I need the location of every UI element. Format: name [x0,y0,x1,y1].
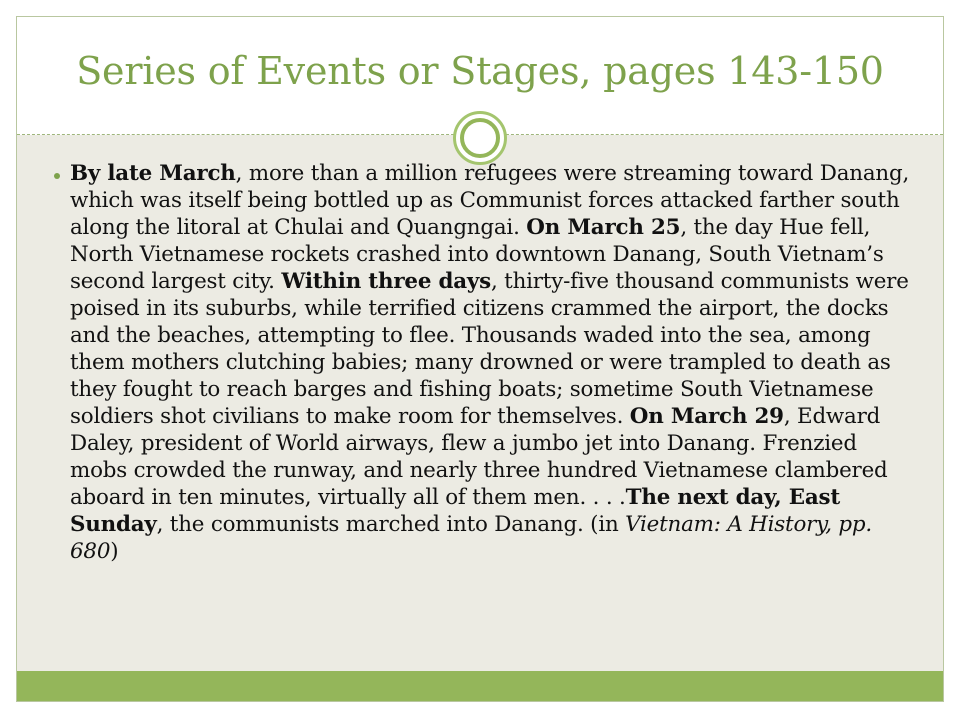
circle-ornament-inner-icon [460,118,500,158]
bullet-dot-icon [54,173,60,179]
bottom-accent-bar [17,671,943,701]
emphasis-march-29: On March 29 [629,404,784,429]
bullet-item [50,160,912,565]
emphasis-three-days: Within three days [281,269,491,294]
text-segment-2: , the day Hue fell, North Vietnamese rockets crashed into downtown Danang, South Vietnam’s second largest city. [70,215,884,294]
text-segment-5: , the communists marched into Danang. (in [156,512,626,537]
emphasis-late-march: By late March [70,161,236,186]
text-segment-3: , thirty-five thousand communists were poised in its suburbs, while terrified citizens crammed the airport, the docks and the beaches, attempting to flee. Thousands waded into the sea, among them mothers clutching babies; many drowned or were trampled to death as they fought to reach barges and fishing boats; sometime South Vietnamese soldiers shot civilians to make room for themselves. [70,269,909,429]
slide-title: Series of Events or Stages, pages 143-150 [76,49,884,93]
text-segment-1: , more than a million refugees were streaming toward Danang, which was itself being bottled up as Communist forces attacked farther south along the litoral at Chulai and Quangngai. [70,161,910,240]
emphasis-march-25: On March 25 [526,215,681,240]
text-segment-4: , Edward Daley, president of World airways, flew a jumbo jet into Danang. Frenzied mobs crowded the runway, and nearly three hundred Vietnamese clambered aboard in ten minutes, virtually all of them men. . . . [70,404,888,510]
text-segment-6: ) [110,539,119,564]
bullet-text [70,160,912,565]
emphasis-next-day: The next day, East Sunday [70,485,841,537]
source-citation: Vietnam: A History, pp. 680 [70,512,872,564]
